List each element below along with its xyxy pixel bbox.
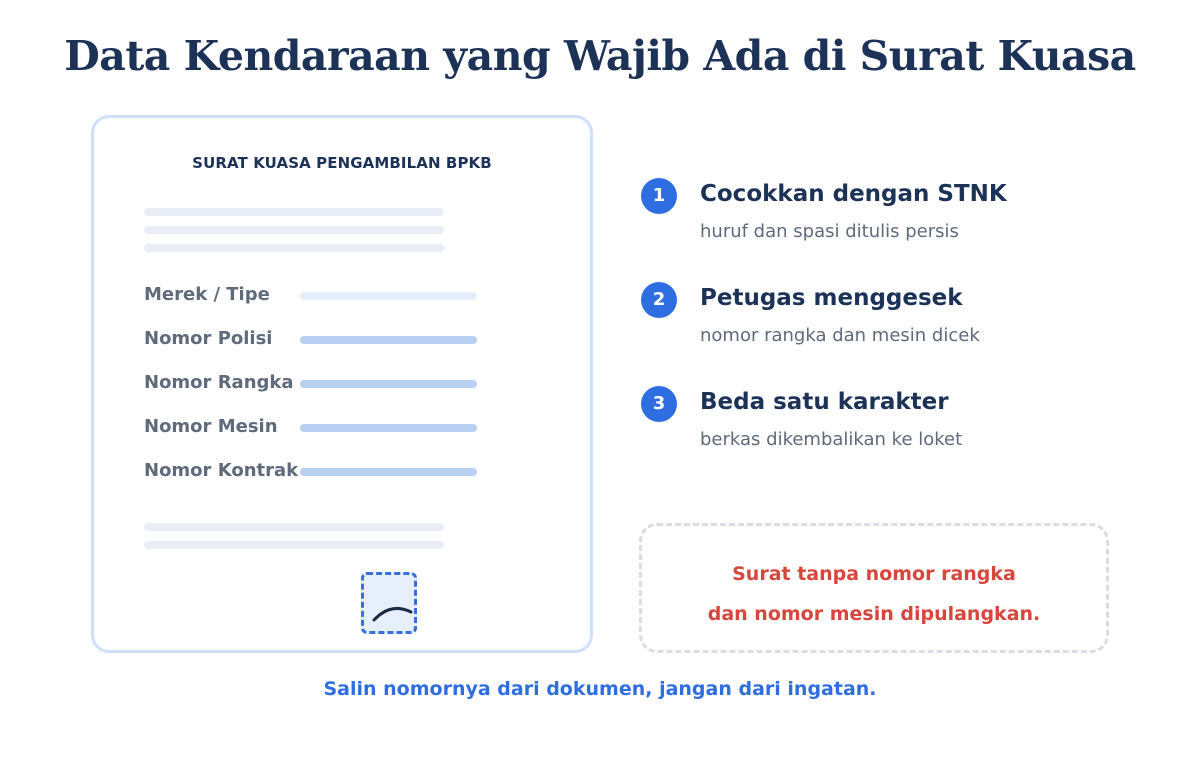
document-heading: SURAT KUASA PENGAMBILAN BPKB [192,154,492,172]
field-label-engine-number: Nomor Mesin [144,416,278,437]
field-label-police-number: Nomor Polisi [144,328,273,349]
field-line-engine-number [300,424,477,432]
step-title: Cocokkan dengan STNK [700,181,1007,207]
warning-box [639,523,1109,653]
field-label-chassis-number: Nomor Rangka [144,372,294,393]
step-subtitle: nomor rangka dan mesin dicek [700,325,980,346]
field-label-contract-number: Nomor Kontrak [144,460,299,481]
footer-note: Salin nomornya dari dokumen, jangan dari ingatan. [323,678,877,700]
warning-text [642,554,1106,634]
step-number-badge: 3 [641,386,677,422]
step-subtitle: berkas dikembalikan ke loket [700,429,963,450]
text-placeholder-line [144,226,444,234]
text-placeholder-line [144,523,444,531]
step-number-badge: 1 [641,178,677,214]
field-label-brand-type: Merek / Tipe [144,284,270,305]
power-of-attorney-document [91,115,593,653]
signature-icon [364,575,414,631]
field-line-police-number [300,336,477,344]
step-title: Beda satu karakter [700,389,949,415]
step-number-badge: 2 [641,282,677,318]
field-line-chassis-number [300,380,477,388]
field-line-contract-number [300,468,477,476]
page-title: Data Kendaraan yang Wajib Ada di Surat Kuasa [64,32,1136,80]
warning-line-1: Surat tanpa nomor rangka [732,563,1016,585]
step-title: Petugas menggesek [700,285,963,311]
text-placeholder-line [144,244,444,252]
warning-line-2: dan nomor mesin dipulangkan. [707,603,1041,625]
field-line-brand-type [300,292,477,300]
text-placeholder-line [144,541,444,549]
step-subtitle: huruf dan spasi ditulis persis [700,221,959,242]
text-placeholder-line [144,208,444,216]
signature-box [361,572,417,634]
